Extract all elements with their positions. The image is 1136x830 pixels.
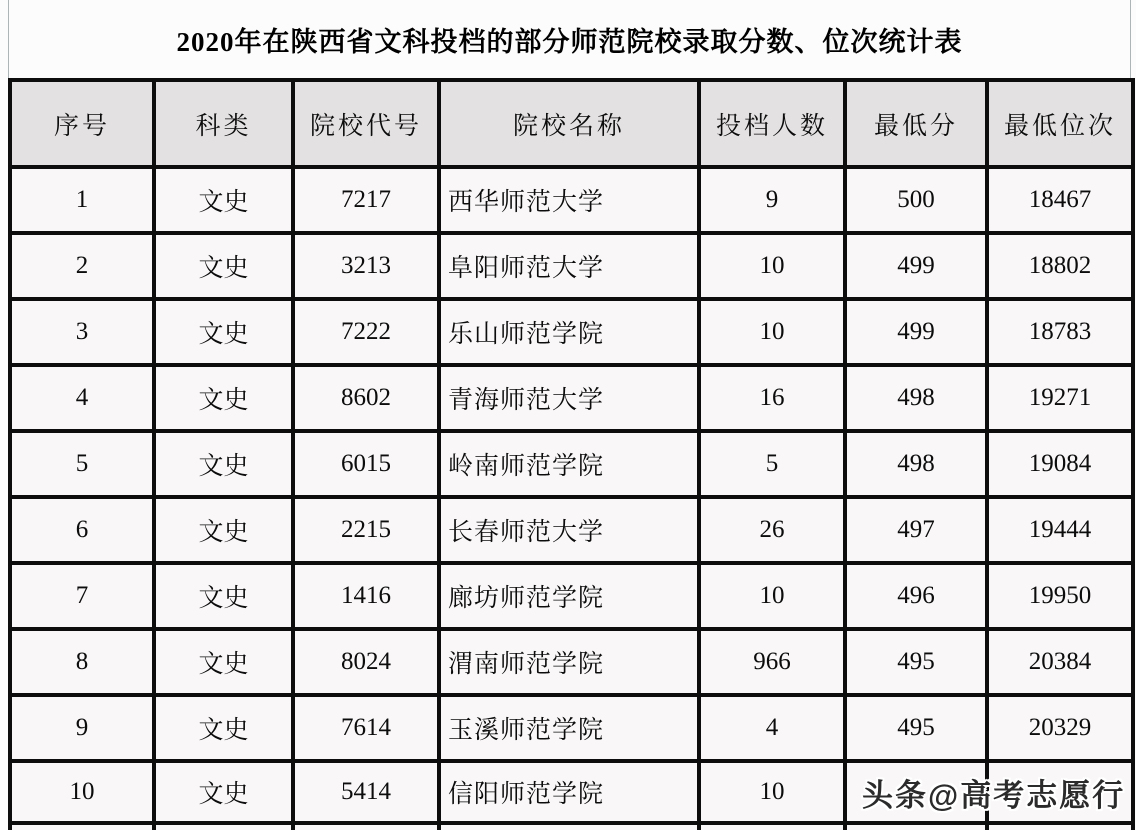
table-row — [10, 233, 1133, 299]
cell-category: 文史 — [154, 299, 293, 365]
cell-min-rank: 19271 — [987, 365, 1133, 431]
cell-category: 文史 — [154, 497, 293, 563]
cell-school-code — [293, 823, 439, 830]
cell-applicants: 10 — [699, 563, 845, 629]
cell-applicants: 10 — [699, 299, 845, 365]
col-header-category: 科类 — [154, 80, 293, 167]
cell-min-score: 495 — [845, 695, 987, 761]
watermark: 头条@高考志愿行 — [862, 778, 1126, 813]
cell-min-score: 500 — [845, 167, 987, 233]
cell-school-code: 6015 — [293, 431, 439, 497]
cell-category: 文史 — [154, 629, 293, 695]
cell-school-name: 玉溪师范学院 — [439, 695, 699, 761]
col-header-applicants: 投档人数 — [699, 80, 845, 167]
table-row — [10, 431, 1133, 497]
cell-applicants: 26 — [699, 497, 845, 563]
cell-index: 8 — [10, 629, 154, 695]
cell-min-rank: 19444 — [987, 497, 1133, 563]
cell-applicants: 16 — [699, 365, 845, 431]
cell-school-name: 青海师范大学 — [439, 365, 699, 431]
cell-applicants: 10 — [699, 233, 845, 299]
cell-min-rank — [987, 823, 1133, 830]
table-row — [10, 563, 1133, 629]
cell-category: 文史 — [154, 761, 293, 823]
cell-school-code: 3213 — [293, 233, 439, 299]
cell-school-code: 2215 — [293, 497, 439, 563]
cell-index: 3 — [10, 299, 154, 365]
cell-min-rank: 20329 — [987, 695, 1133, 761]
table-row-partial — [10, 823, 1133, 830]
cell-applicants: 10 — [699, 761, 845, 823]
col-header-min-score: 最低分 — [845, 80, 987, 167]
table-row — [10, 167, 1133, 233]
cell-min-score — [845, 823, 987, 830]
cell-index: 10 — [10, 761, 154, 823]
cell-min-score: 498 — [845, 431, 987, 497]
table-row — [10, 695, 1133, 761]
cell-index: 6 — [10, 497, 154, 563]
cell-index: 4 — [10, 365, 154, 431]
table-row — [10, 365, 1133, 431]
cell-school-name: 长春师范大学 — [439, 497, 699, 563]
cell-school-code: 5414 — [293, 761, 439, 823]
cell-min-rank: 18783 — [987, 299, 1133, 365]
cell-applicants: 4 — [699, 695, 845, 761]
cell-min-score: 499 — [845, 233, 987, 299]
cell-category: 文史 — [154, 695, 293, 761]
cell-applicants: 9 — [699, 167, 845, 233]
cell-min-score: 499 — [845, 299, 987, 365]
cell-min-score: 496 — [845, 563, 987, 629]
cell-school-name: 渭南师范学院 — [439, 629, 699, 695]
cell-school-name: 阜阳师范大学 — [439, 233, 699, 299]
cell-min-rank: 19950 — [987, 563, 1133, 629]
cell-school-code: 7614 — [293, 695, 439, 761]
cell-category: 文史 — [154, 167, 293, 233]
table-row — [10, 497, 1133, 563]
col-header-index: 序号 — [10, 80, 154, 167]
cell-school-code: 1416 — [293, 563, 439, 629]
title-bar — [8, 0, 1131, 78]
cell-school-name: 信阳师范学院 — [439, 761, 699, 823]
cell-index: 5 — [10, 431, 154, 497]
cell-school-name: 廊坊师范学院 — [439, 563, 699, 629]
cell-category: 文史 — [154, 563, 293, 629]
cell-school-name — [439, 823, 699, 830]
table-row — [10, 299, 1133, 365]
cell-min-rank: 18467 — [987, 167, 1133, 233]
cell-min-rank: 18802 — [987, 233, 1133, 299]
cell-applicants: 5 — [699, 431, 845, 497]
cell-applicants — [699, 823, 845, 830]
cell-min-score: 495 — [845, 629, 987, 695]
page-title: 2020年在陕西省文科投档的部分师范院校录取分数、位次统计表 — [176, 26, 963, 57]
cell-school-name: 岭南师范学院 — [439, 431, 699, 497]
cell-school-code: 7222 — [293, 299, 439, 365]
cell-category: 文史 — [154, 233, 293, 299]
col-header-school-name: 院校名称 — [439, 80, 699, 167]
col-header-school-code: 院校代号 — [293, 80, 439, 167]
cell-index: 1 — [10, 167, 154, 233]
cell-index: 9 — [10, 695, 154, 761]
cell-min-rank: 19084 — [987, 431, 1133, 497]
cell-index — [10, 823, 154, 830]
score-table — [8, 78, 1135, 830]
cell-school-name: 乐山师范学院 — [439, 299, 699, 365]
cell-school-code: 8024 — [293, 629, 439, 695]
cell-school-code: 7217 — [293, 167, 439, 233]
cell-school-name: 西华师范大学 — [439, 167, 699, 233]
col-header-min-rank: 最低位次 — [987, 80, 1133, 167]
cell-index: 7 — [10, 563, 154, 629]
cell-index: 2 — [10, 233, 154, 299]
header-row — [10, 80, 1133, 167]
cell-min-score: 497 — [845, 497, 987, 563]
cell-applicants: 966 — [699, 629, 845, 695]
cell-category — [154, 823, 293, 830]
cell-min-rank: 20384 — [987, 629, 1133, 695]
cell-min-score: 498 — [845, 365, 987, 431]
cell-category: 文史 — [154, 431, 293, 497]
cell-category: 文史 — [154, 365, 293, 431]
table-row — [10, 629, 1133, 695]
cell-school-code: 8602 — [293, 365, 439, 431]
